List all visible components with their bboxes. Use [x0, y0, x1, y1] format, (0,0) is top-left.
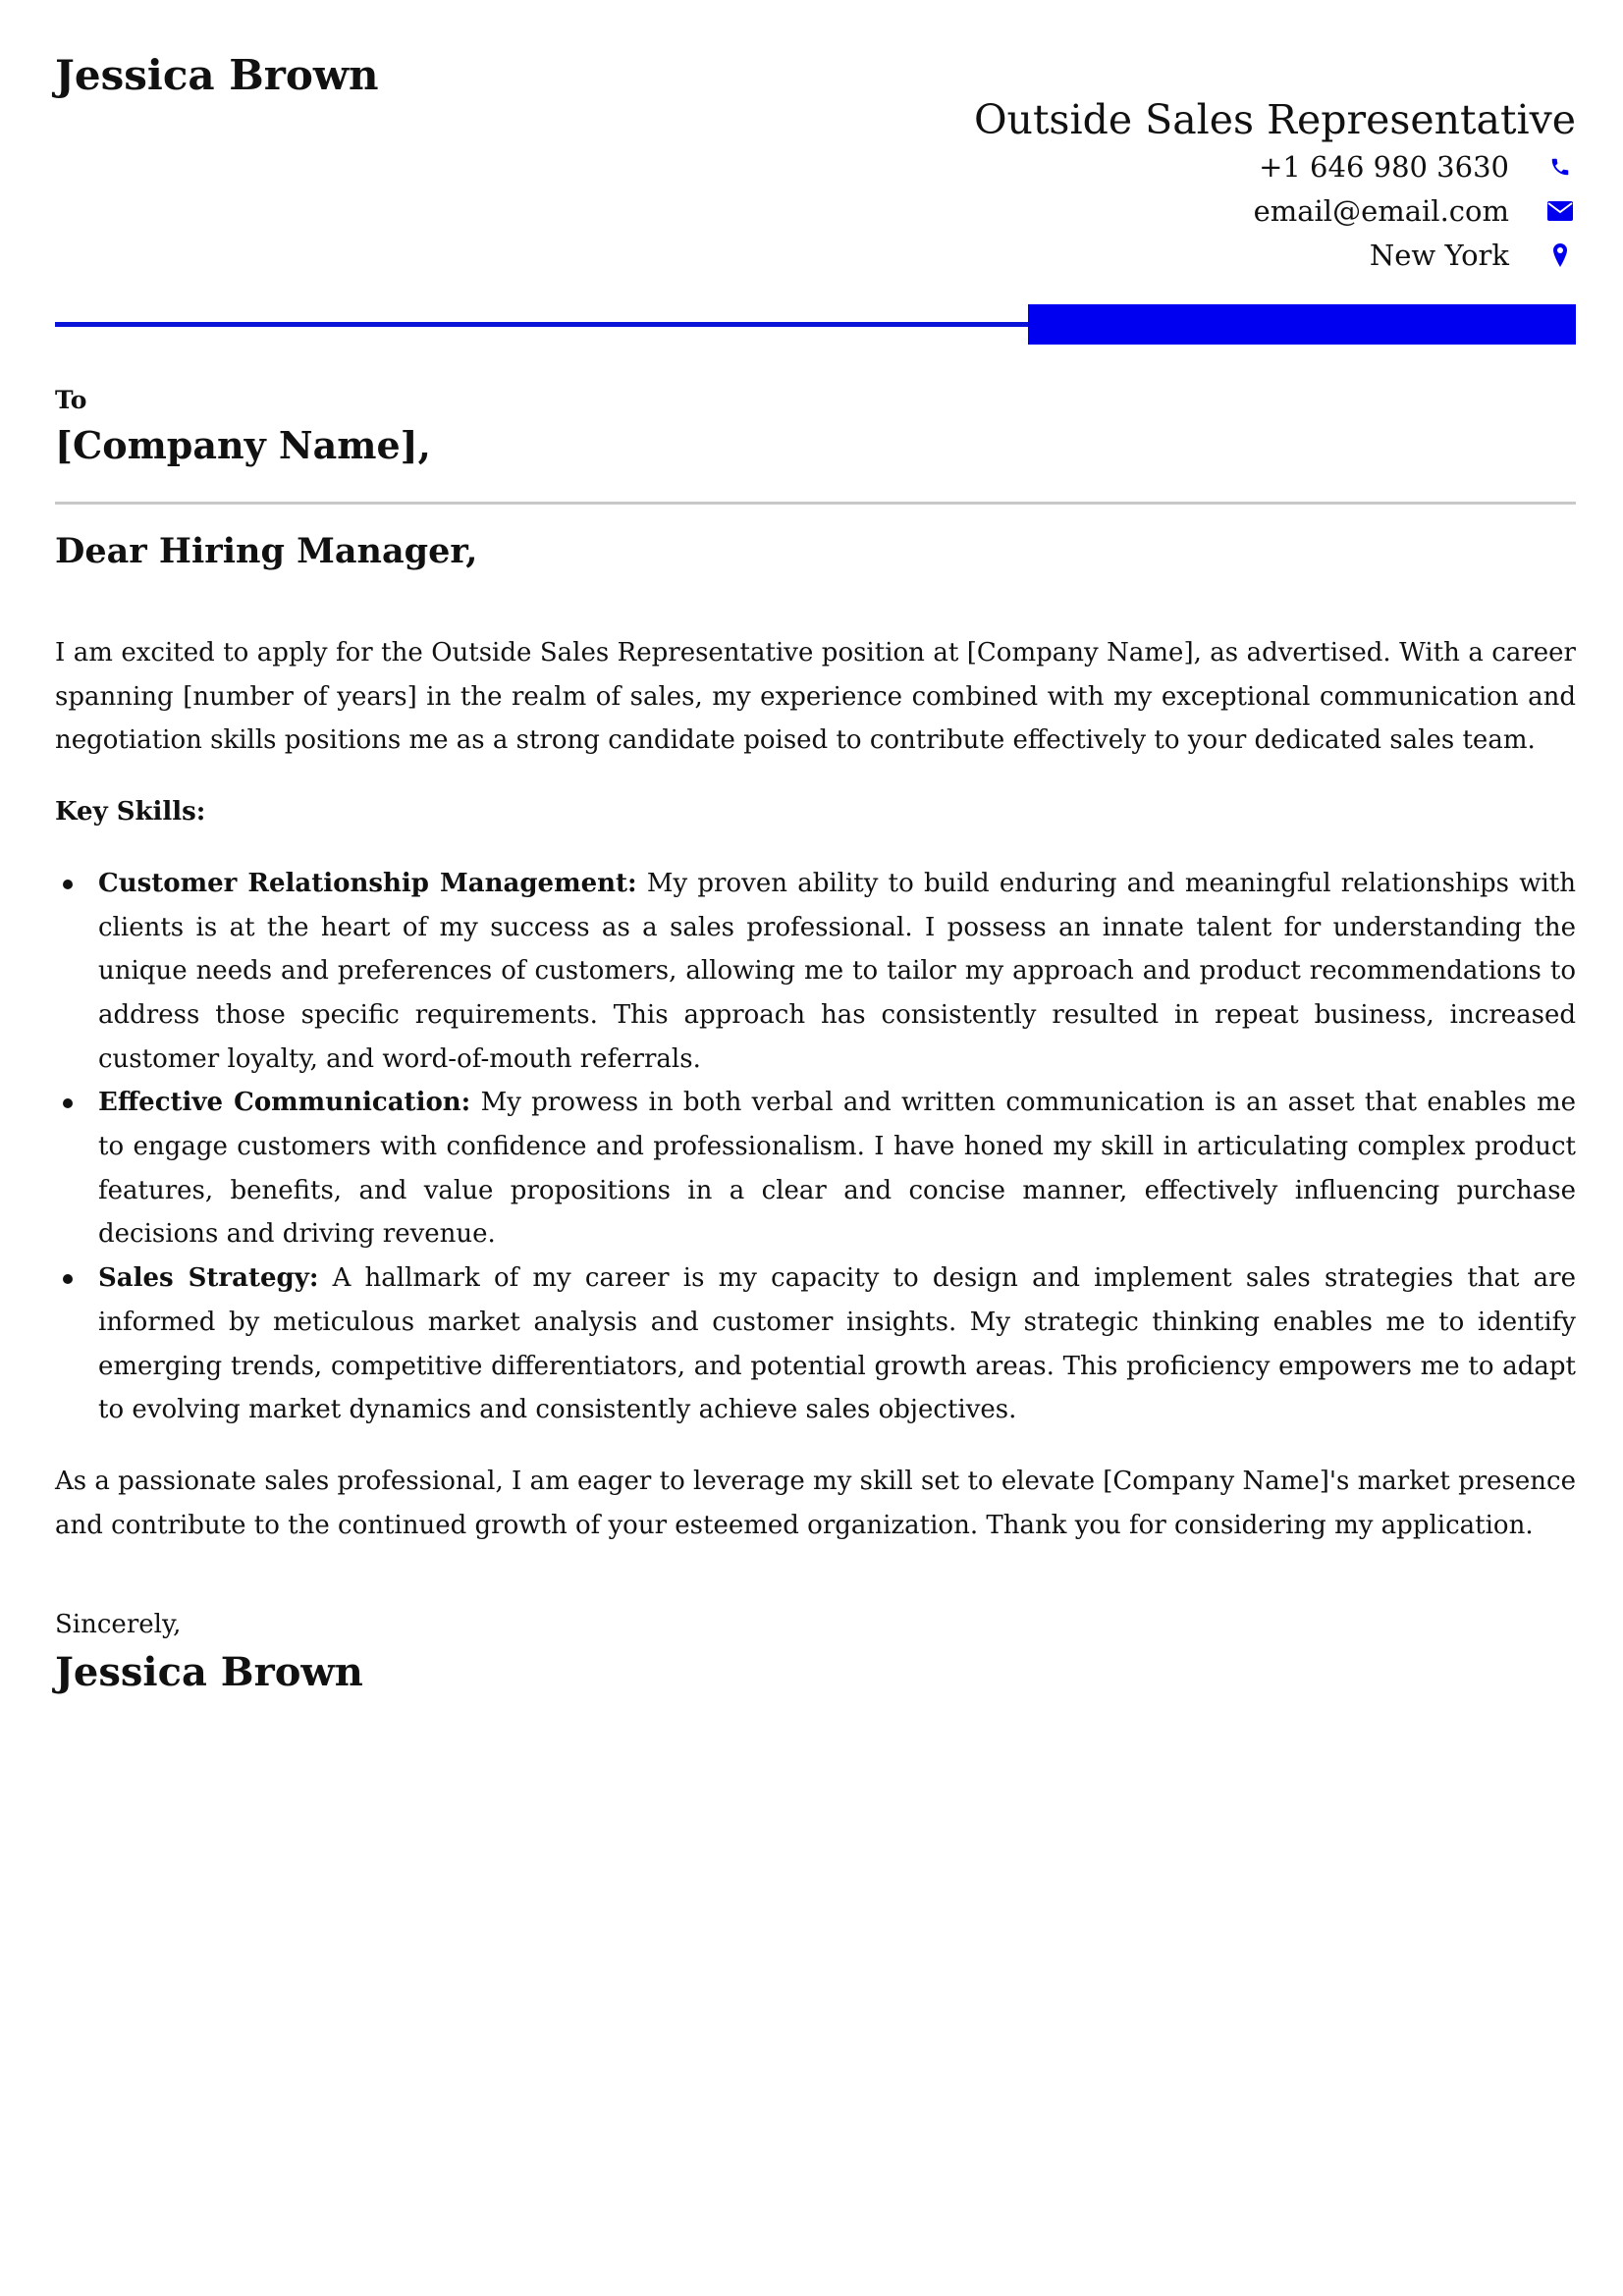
applicant-name: Jessica Brown	[55, 51, 379, 99]
skills-heading	[55, 790, 1576, 834]
skill-text: A hallmark of my career is my capacity to design and implement sales strategies that are informed by meticulous market analysis and customer insights. My strategic thinking enables me to identify emerging trends, competitive differentiators, and potential growth areas. This proficiency empowers me to adapt to evolving market dynamics and consistently achieve sales objectives.	[98, 1263, 1576, 1425]
header-accent-block	[1028, 304, 1576, 345]
skill-title: Sales Strategy:	[98, 1263, 319, 1294]
sign-off: Sincerely,	[55, 1610, 182, 1639]
header-divider-line	[55, 322, 1029, 327]
skill-item	[98, 862, 1576, 1082]
job-title: Outside Sales Representative	[973, 96, 1576, 143]
contact-email	[1254, 191, 1576, 231]
section-divider	[55, 502, 1576, 505]
recipient-company: [Company Name],	[55, 423, 431, 467]
envelope-icon	[1544, 200, 1576, 222]
skill-title: Effective Communication:	[98, 1088, 471, 1118]
skill-title: Customer Relationship Management:	[98, 868, 637, 898]
map-pin-icon	[1544, 242, 1576, 268]
skill-item	[98, 1081, 1576, 1256]
to-label: To	[55, 386, 87, 414]
skill-text: My proven ability to build enduring and meaningful relationships with clients is at the heart of my success as a sales professional. I possess an innate talent for understanding the unique needs and preferences of customers, allowing me to tailor my approach and product recommendations to address those specific requirements. This approach has consistently resulted in repeat business, increased customer loyalty, and word-of-mouth referrals.	[98, 868, 1576, 1074]
intro-paragraph: I am excited to apply for the Outside Sales Representative position at [Company Name], as advertised. With a career spanning [number of years] in the realm of sales, my experience combined with my exceptional communication and negotiation skills positions me as a strong candidate poised to contribute effectively to your dedicated sales team.	[55, 638, 1576, 756]
letter-body	[55, 631, 1576, 1575]
skill-text: My prowess in both verbal and written communication is an asset that enables me to engage customers with confidence and professionalism. I have honed my skill in articulating complex product features, benefits, and value propositions in a clear and concise manner, effectively influencing purchase decisions and driving revenue.	[98, 1088, 1576, 1250]
location-text: New York	[1369, 239, 1509, 272]
contact-phone	[1259, 147, 1576, 187]
contact-location	[1370, 236, 1576, 275]
phone-text: +1 646 980 3630	[1259, 150, 1509, 184]
signature-name: Jessica Brown	[55, 1649, 363, 1695]
salutation: Dear Hiring Manager,	[55, 531, 478, 571]
closing-paragraph: As a passionate sales professional, I am eager to leverage my skill set to elevate [Company Name]'s market presence and contribute to the continued growth of your esteemed organization. Thank you for considering my application.	[55, 1466, 1576, 1540]
skills-heading-text: Key Skills:	[55, 797, 206, 828]
skill-item	[98, 1256, 1576, 1432]
email-text: email@email.com	[1253, 194, 1509, 228]
skills-list	[98, 862, 1576, 1432]
phone-icon	[1544, 155, 1576, 179]
